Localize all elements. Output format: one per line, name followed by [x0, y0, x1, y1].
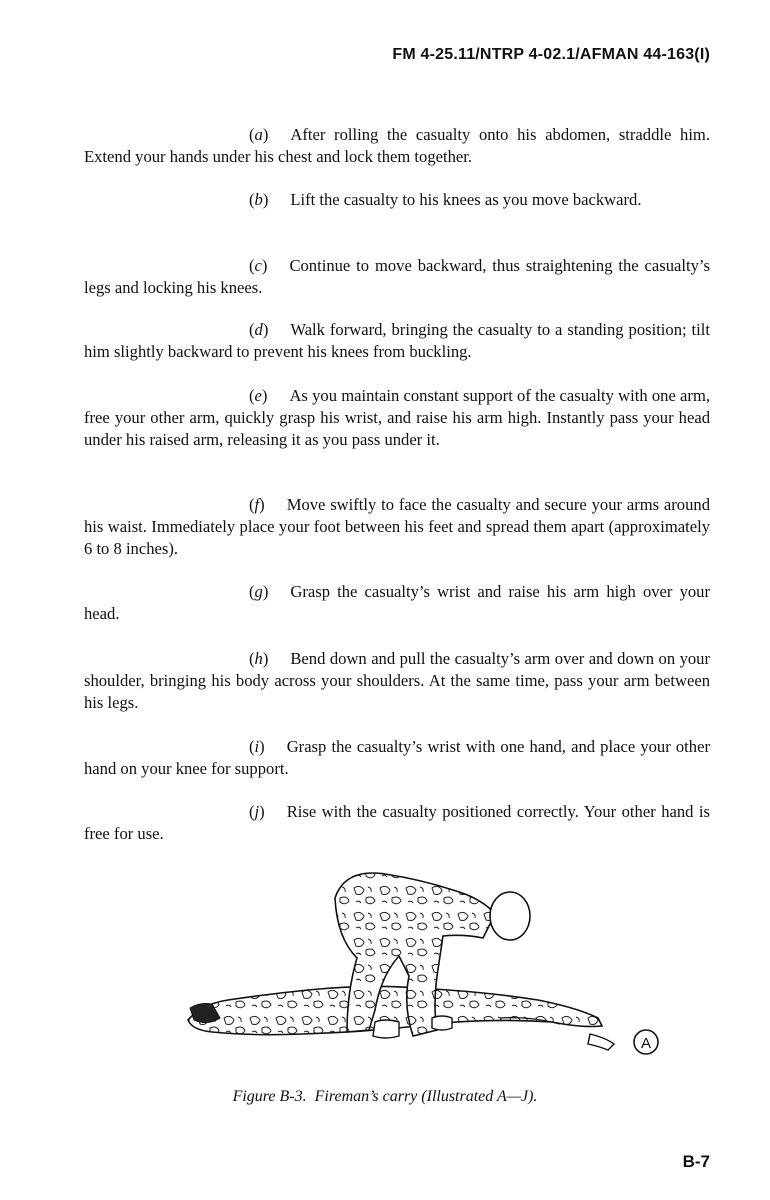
paragraph-label: j [254, 802, 260, 821]
panel-letter: A [640, 1035, 652, 1052]
paragraph-j: (j) Rise with the casualty positioned correctly. Your other hand is free for use. [84, 802, 710, 843]
paragraph-e: (e) As you maintain constant support of the casualty with one arm, free your other arm, quickly grasp his wrist, and raise his arm high. Instantly pass your head under his raised arm, releasing it as you pass under it. [84, 386, 710, 449]
paragraph-label: f [254, 495, 260, 514]
paragraph-text: Bend down and pull the casualty’s arm over and down on your shoulder, bringing his body across your shoulders. At the same time, pass your arm between his legs. [84, 649, 710, 712]
caption-title: Fireman’s carry (Illustrated A—J). [314, 1088, 538, 1105]
paragraph-c: (c) Continue to move backward, thus straightening the casualty’s legs and locking his knees. [84, 256, 710, 297]
paragraph-g: (g) Grasp the casualty’s wrist and raise his arm high over your head. [84, 582, 710, 623]
figure-caption [0, 1088, 770, 1106]
paragraph-label: d [254, 320, 263, 339]
paragraph-label: c [254, 256, 262, 275]
caption-number: Figure B-3. [232, 1088, 307, 1105]
paragraph-text: Grasp the casualty’s wrist with one hand, and place your other hand on your knee for support. [84, 737, 710, 778]
paragraph-text: Walk forward, bringing the casualty to a standing position; tilt him slightly backward to prevent his knees from buckling. [84, 320, 710, 361]
paragraph-text: Lift the casualty to his knees as you move backward. [290, 190, 642, 209]
paragraph-label: h [254, 649, 263, 668]
paragraph-label: e [254, 386, 262, 405]
paragraph-text: Grasp the casualty’s wrist and raise his arm high over your head. [84, 582, 710, 623]
paragraph-label: i [254, 737, 260, 756]
casualty-figure [188, 986, 614, 1050]
paragraph-text: As you maintain constant support of the casualty with one arm, free your other arm, quickly grasp his wrist, and raise his arm high. Instantly pass your head under his raised arm, releasing it as you pass under it. [84, 386, 710, 449]
paragraph-text: Move swiftly to face the casualty and secure your arms around his waist. Immediately place your foot between his feet and spread them apart (approximately 6 to 8 inches). [84, 495, 710, 558]
paragraph-label: g [254, 582, 263, 601]
paragraph-label: b [254, 190, 263, 209]
fireman-carry-illustration [170, 858, 670, 1078]
paragraph-label: a [254, 125, 263, 144]
running-header: FM 4-25.11/NTRP 4-02.1/AFMAN 44-163(I) [392, 46, 710, 63]
page-number: B-7 [682, 1152, 710, 1171]
paragraph-h: (h) Bend down and pull the casualty’s arm over and down on your shoulder, bringing his body across your shoulders. At the same time, pass your arm between his legs. [84, 649, 710, 712]
paragraph-text: After rolling the casualty onto his abdomen, straddle him. Extend your hands under his chest and lock them together. [84, 125, 710, 166]
panel-marker [634, 1030, 658, 1054]
paragraph-text: Continue to move backward, thus straightening the casualty’s legs and locking his knees. [84, 256, 710, 297]
paragraph-f: (f) Move swiftly to face the casualty and secure your arms around his waist. Immediately place your foot between his feet and spread them apart (approximately 6 to 8 inches). [84, 495, 710, 558]
paragraph-b: (b) Lift the casualty to his knees as you move backward. [249, 190, 642, 209]
paragraph-i: (i) Grasp the casualty’s wrist with one hand, and place your other hand on your knee for support. [84, 737, 710, 778]
paragraph-a: (a) After rolling the casualty onto his abdomen, straddle him. Extend your hands under his chest and lock them together. [84, 125, 710, 166]
paragraph-text: Rise with the casualty positioned correctly. Your other hand is free for use. [84, 802, 710, 843]
paragraph-d: (d) Walk forward, bringing the casualty to a standing position; tilt him slightly backward to prevent his knees from buckling. [84, 320, 710, 361]
